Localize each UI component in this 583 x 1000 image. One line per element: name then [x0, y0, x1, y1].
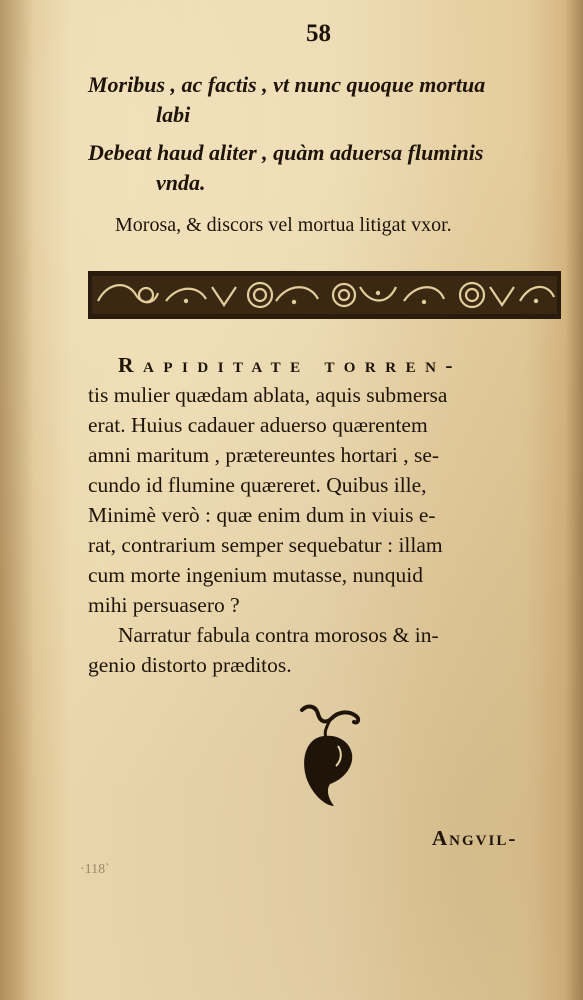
- prose-line-9: Narratur fabula contra morosos & in-: [118, 623, 439, 647]
- page-edge-shadow: [565, 0, 583, 1000]
- margin-mark: ·118`: [80, 862, 110, 877]
- moral-line: Morosa, & discors vel mortua litigat vxor.: [115, 214, 452, 236]
- verse-line-4: vnda.: [156, 170, 206, 195]
- prose-line-8: mihi persuasero ?: [88, 593, 240, 617]
- fleuron-tailpiece: [290, 702, 370, 812]
- verse-line-2: labi: [156, 102, 191, 127]
- prose-line-4: cundo id flumine quæreret. Quibus ille,: [88, 473, 427, 497]
- prose-line-10: genio distorto præditos.: [88, 653, 292, 677]
- prose-line-5: Minimè verò : quæ enim dum in viuis e-: [88, 503, 436, 527]
- scroll-ornament-icon: [88, 271, 561, 319]
- prose-opening-words: Rapiditate torren-: [118, 353, 463, 377]
- prose-line-2: erat. Huius cadauer aduerso quærentem: [88, 413, 428, 437]
- prose-line-7: cum morte ingenium mutasse, nunquid: [88, 563, 423, 587]
- prose-line-3: amni maritum , prætereuntes hortari , se-: [88, 443, 440, 467]
- fleuron-icon: [290, 702, 370, 812]
- verse-line-3: Debeat haud aliter , quàm aduersa fluminis: [88, 140, 484, 165]
- spine-shadow: [0, 0, 34, 1000]
- verse-line-1: Moribus , ac factis , vt nunc quoque mortua: [88, 72, 486, 97]
- page-number: 58: [306, 20, 331, 47]
- catchword: Angvil-: [432, 826, 518, 850]
- prose-line-6: rat, contrarium semper sequebatur : illam: [88, 533, 443, 557]
- woodcut-ornament-band: [88, 271, 561, 319]
- prose-line-1: tis mulier quædam ablata, aquis submersa: [88, 383, 448, 407]
